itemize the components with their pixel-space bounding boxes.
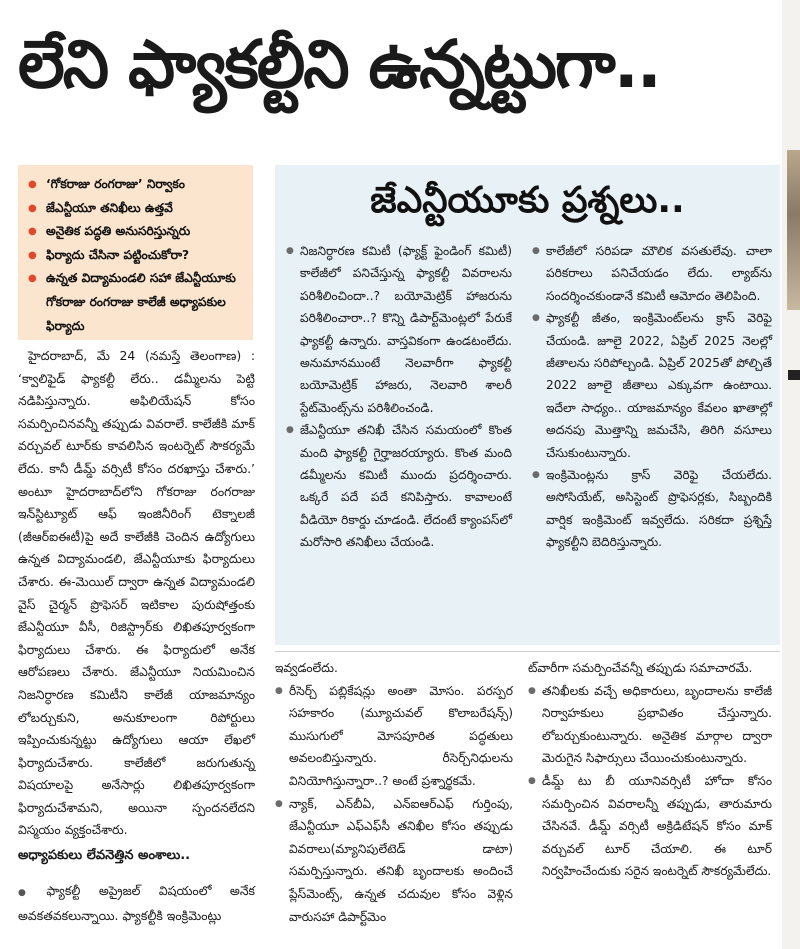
continued-text: ఇవ్వడంలేదు. bbox=[275, 661, 338, 675]
highlight-item: ● జేఎన్టీయూ తనిఖీలు ఉత్తవే bbox=[28, 197, 245, 221]
question-item: ● నిజనిర్ధారణ కమిటీ (ఫ్యాక్ట్ ఫైండింగ్ కమిటీ) కాలేజీలో పనిచేస్తున్న ఫ్యాకల్టీ వివరాలను పరిశీలించిందా..? బయోమెట్రిక్ హాజరును పరిశీలించారా..? కొన్ని డిపార్ట్‌మెంట్లలో పేరుకే ఫ్యాకల్టీ ఉన్నారు. వాస్తవికంగా ఉండటంలేదు. అనుమానముంటే నెలవారీగా ఫ్యాకల్టీ బయోమెట్రిక్ హాజరు, నెలవారి శాలరీ స్టేట్‌మెంట్స్‌ను పరిశీలించండి. bbox=[286, 240, 512, 419]
story-paragraph bbox=[18, 345, 255, 842]
point-item: ● న్యాక్, ఎన్‌బీఏ, ఎన్ఐఆర్ఎఫ్ గుర్తింపు, జేఎన్టీయూ ఎఫ్ఎఫ్‌సీ తనిఖీల కోసం తప్పుడు వివరాలు(మ్యానిపులేటెడ్ డాటా) సమర్పిస్తున్నారు. తనిఖీ బృందాలకు అందించే ప్లేస్‌మెంట్స్, ఉన్నత చదువుల కోసం వెళ్లిన వారుసహా డిపార్ట్‌మెం bbox=[275, 793, 513, 929]
point-item: ● రీసెర్చ్ పబ్లికేషన్లు అంతా మోసం. పరస్పర సహకారం (మ్యూచువల్ కొలాబరేషన్స్) ముసుగులో మోసపూరిత పద్ధతులు అవలంబిస్తున్నారు. రీసెర్చ్‌నిధులను వినియోగిస్తున్నారా..? అంటే ప్రశ్నార్థకమే. bbox=[275, 680, 513, 793]
column-divider bbox=[275, 651, 780, 652]
adjacent-mark-fragment bbox=[788, 370, 800, 380]
continued-text: ట్‌వారీగా సమర్పించేవన్నీ తప్పుడు సమాచారమే. bbox=[528, 661, 753, 675]
question-item: ● ఫ్యాకల్టీ జీతం, ఇంక్రిమెంట్‌లను క్రాస్ వెరిఫై చేయండి. జూలై 2022, ఏప్రిల్ 2025 నెలల్లో జీతాలను సరిపోల్చండి. ఏప్రిల్ 2025తో పోల్చితే 2022 జూలై జీతాలు ఎక్కువగా ఉంటాయి. ఇదేలా సాధ్యం.. యాజమాన్యం కేవలం ఖాతాల్లో అదనపు మొత్తాన్ని జమచేసి, తిరిగి వసూలు చేసుకుంటున్నారు. bbox=[532, 307, 772, 464]
questions-col-1 bbox=[286, 240, 512, 554]
questions-col-2 bbox=[532, 240, 772, 554]
adjacent-page-strip bbox=[782, 0, 800, 949]
lower-col-2 bbox=[528, 657, 772, 883]
highlight-item: ● ఉన్నత విద్యామండలి సహా జేఎన్టీయూకు గోకరాజు రంగరాజు కాలేజీ అధ్యాపకుల ఫిర్యాదు bbox=[28, 267, 245, 338]
questions-box-title: జేఎన్టీయూకు ప్రశ్నలు.. bbox=[370, 180, 685, 221]
main-story bbox=[18, 345, 255, 842]
highlights-box bbox=[18, 165, 253, 340]
question-item: ● జేఎన్టీయూ తనిఖీ చేసిన సమయంలో కొంత మంది ఫ్యాకల్టీ గైర్హాజరయ్యారు. కొంత మంది డమ్మీలను కమిటీ ముందు ప్రదర్శించారు. ఒక్కరే పదే పదే కనిపిస్తారు. కావాలంటే వీడియో రికార్డు చూడండి. లేదంటే క్యాంపస్‌లో మరోసారి తనిఖీలు చేయండి. bbox=[286, 419, 512, 553]
adjacent-photo-fragment bbox=[787, 150, 800, 310]
question-item: ● ఇంక్రిమెంట్లను క్రాస్ వెరిఫై చేయలేదు. అసోసియేట్, అసిస్టెంట్ ప్రొఫెసర్లకు, సిబ్బందికి వార్షిక ఇంక్రిమెంట్ ఇవ్వలేదు. సరికదా ప్రశ్నిస్తే ఫ్యాకల్టీని బెదిరిస్తున్నారు. bbox=[532, 464, 772, 554]
point-item: ● ఫ్యాకల్టీ అప్రైజల్ విషయంలో అనేక అవకతవకలున్నాయి. ఫ్యాకల్టీకి ఇంక్రిమెంట్లు bbox=[18, 880, 255, 927]
highlight-item: ● ‘గోకరాజు రంగరాజు’ నిర్వాకం bbox=[28, 173, 245, 197]
highlight-item: ● ఫిర్యాదు చేసినా పట్టించుకోరా? bbox=[28, 244, 245, 268]
headline: లేని ఫ్యాకల్టీని ఉన్నట్టుగా.. bbox=[18, 26, 660, 103]
highlight-item: ● అనైతిక పద్ధతి అనుసరిస్తున్నరు bbox=[28, 220, 245, 244]
lower-col-1 bbox=[275, 657, 513, 928]
story-body: ‘క్వాలిఫైడ్ ఫ్యాకల్టీ లేరు.. డమ్మీలను పెట్టి నడిపిస్తున్నారు. అఫిలియేషన్ కోసం సమర్పించినవన్నీ తప్పుడు వివరాలే. కాలేజీకి మాక్ వర్చువల్ టూర్‌కు కావలిసిన ఇంటర్నెట్ సౌకర్యమే లేదు. కానీ డీమ్డ్ వర్సిటీ కోసం దరఖాస్తు చేశారు.’ అంటూ హైదరాబాద్‌లోని గోకరాజు రంగరాజు ఇన్‌స్టిట్యూట్ ఆఫ్ ఇంజినీరింగ్ టెక్నాలజీ (జీఆర్ఐఈటీ)పై అదే కాలేజీకి చెందిన ఉద్యోగులు ఉన్నత విద్యామండలి, జేఎన్టీయూకు ఫిర్యాదులు చేశారు. ఈ-మెయిల్ ద్వారా ఉన్నత విద్యామండలి వైస్ చైర్మన్ ప్రొఫెసర్ ఇటికాల పురుషోత్తంకు జేఎన్టీయూ వీసీ, రిజిస్ట్రార్‌కు లిఖితపూర్వకంగా ఫిర్యాదులు చేశారు. ఈ ఫిర్యాదులో అనేక ఆరోపణలు చేశారు. జేఎన్టీయూ నియమించిన నిజనిర్ధారణ కమిటీని కాలేజీ యాజమాన్యం లోబర్చుకుని, అనుకూలంగా రిపోర్టులు ఇప్పించుకున్నట్టు ఉద్యోగులు ఆయా లేఖలో ఫిర్యాదుచేశారు. కాలేజీలో జరుగుతున్న విషయాలపై అనేసార్లు లిఖితపూర్వకంగా ఫిర్యాదుచేశామని, అయినా స్పందనలేదని విస్మయం వ్యక్తంచేశారు. bbox=[18, 370, 255, 838]
point-item: ● డీమ్డ్ టు బీ యూనివర్సిటీ హోదా కోసం సమర్పించిన వివరాలన్నీ తప్పుడు, తారుమారు చేసినవే. డీమ్డ్ వర్సిటీ అక్రిడిటేషన్ కోసం మాక్ వర్చువల్ టూర్ చేయాలి. ఈ టూర్ నిర్వహించేందుకు సరైన ఇంటర్నెట్ సౌకర్యమేలేదు. bbox=[528, 770, 772, 883]
question-item: ● కాలేజీలో సరిపడా మౌలిక వసతులేవు. చాలా పరికరాలు పనిచేయడం లేదు. ల్యాబ్‌ను సందర్శించకుండానే కమిటీ ఆమోదం తెలిపింది. bbox=[532, 240, 772, 307]
point-item: ● తనిఖీలకు వచ్చే అధికారులు, బృందాలను కాలేజీ నిర్వాహకులు ప్రభావితం చేస్తున్నారు. లోబర్చుకుంటున్నారు. అనైతిక మార్గాల ద్వారా మెరుగైన సిఫార్సులు చేయించుకుంటున్నారు. bbox=[528, 680, 772, 770]
dateline: హైదరాబాద్, మే 24 (నమస్తే తెలంగాణ) : bbox=[28, 348, 255, 363]
points-list bbox=[18, 880, 255, 927]
subhead: అధ్యాపకులు లేవనెత్తిన అంశాలు.. bbox=[18, 848, 191, 863]
